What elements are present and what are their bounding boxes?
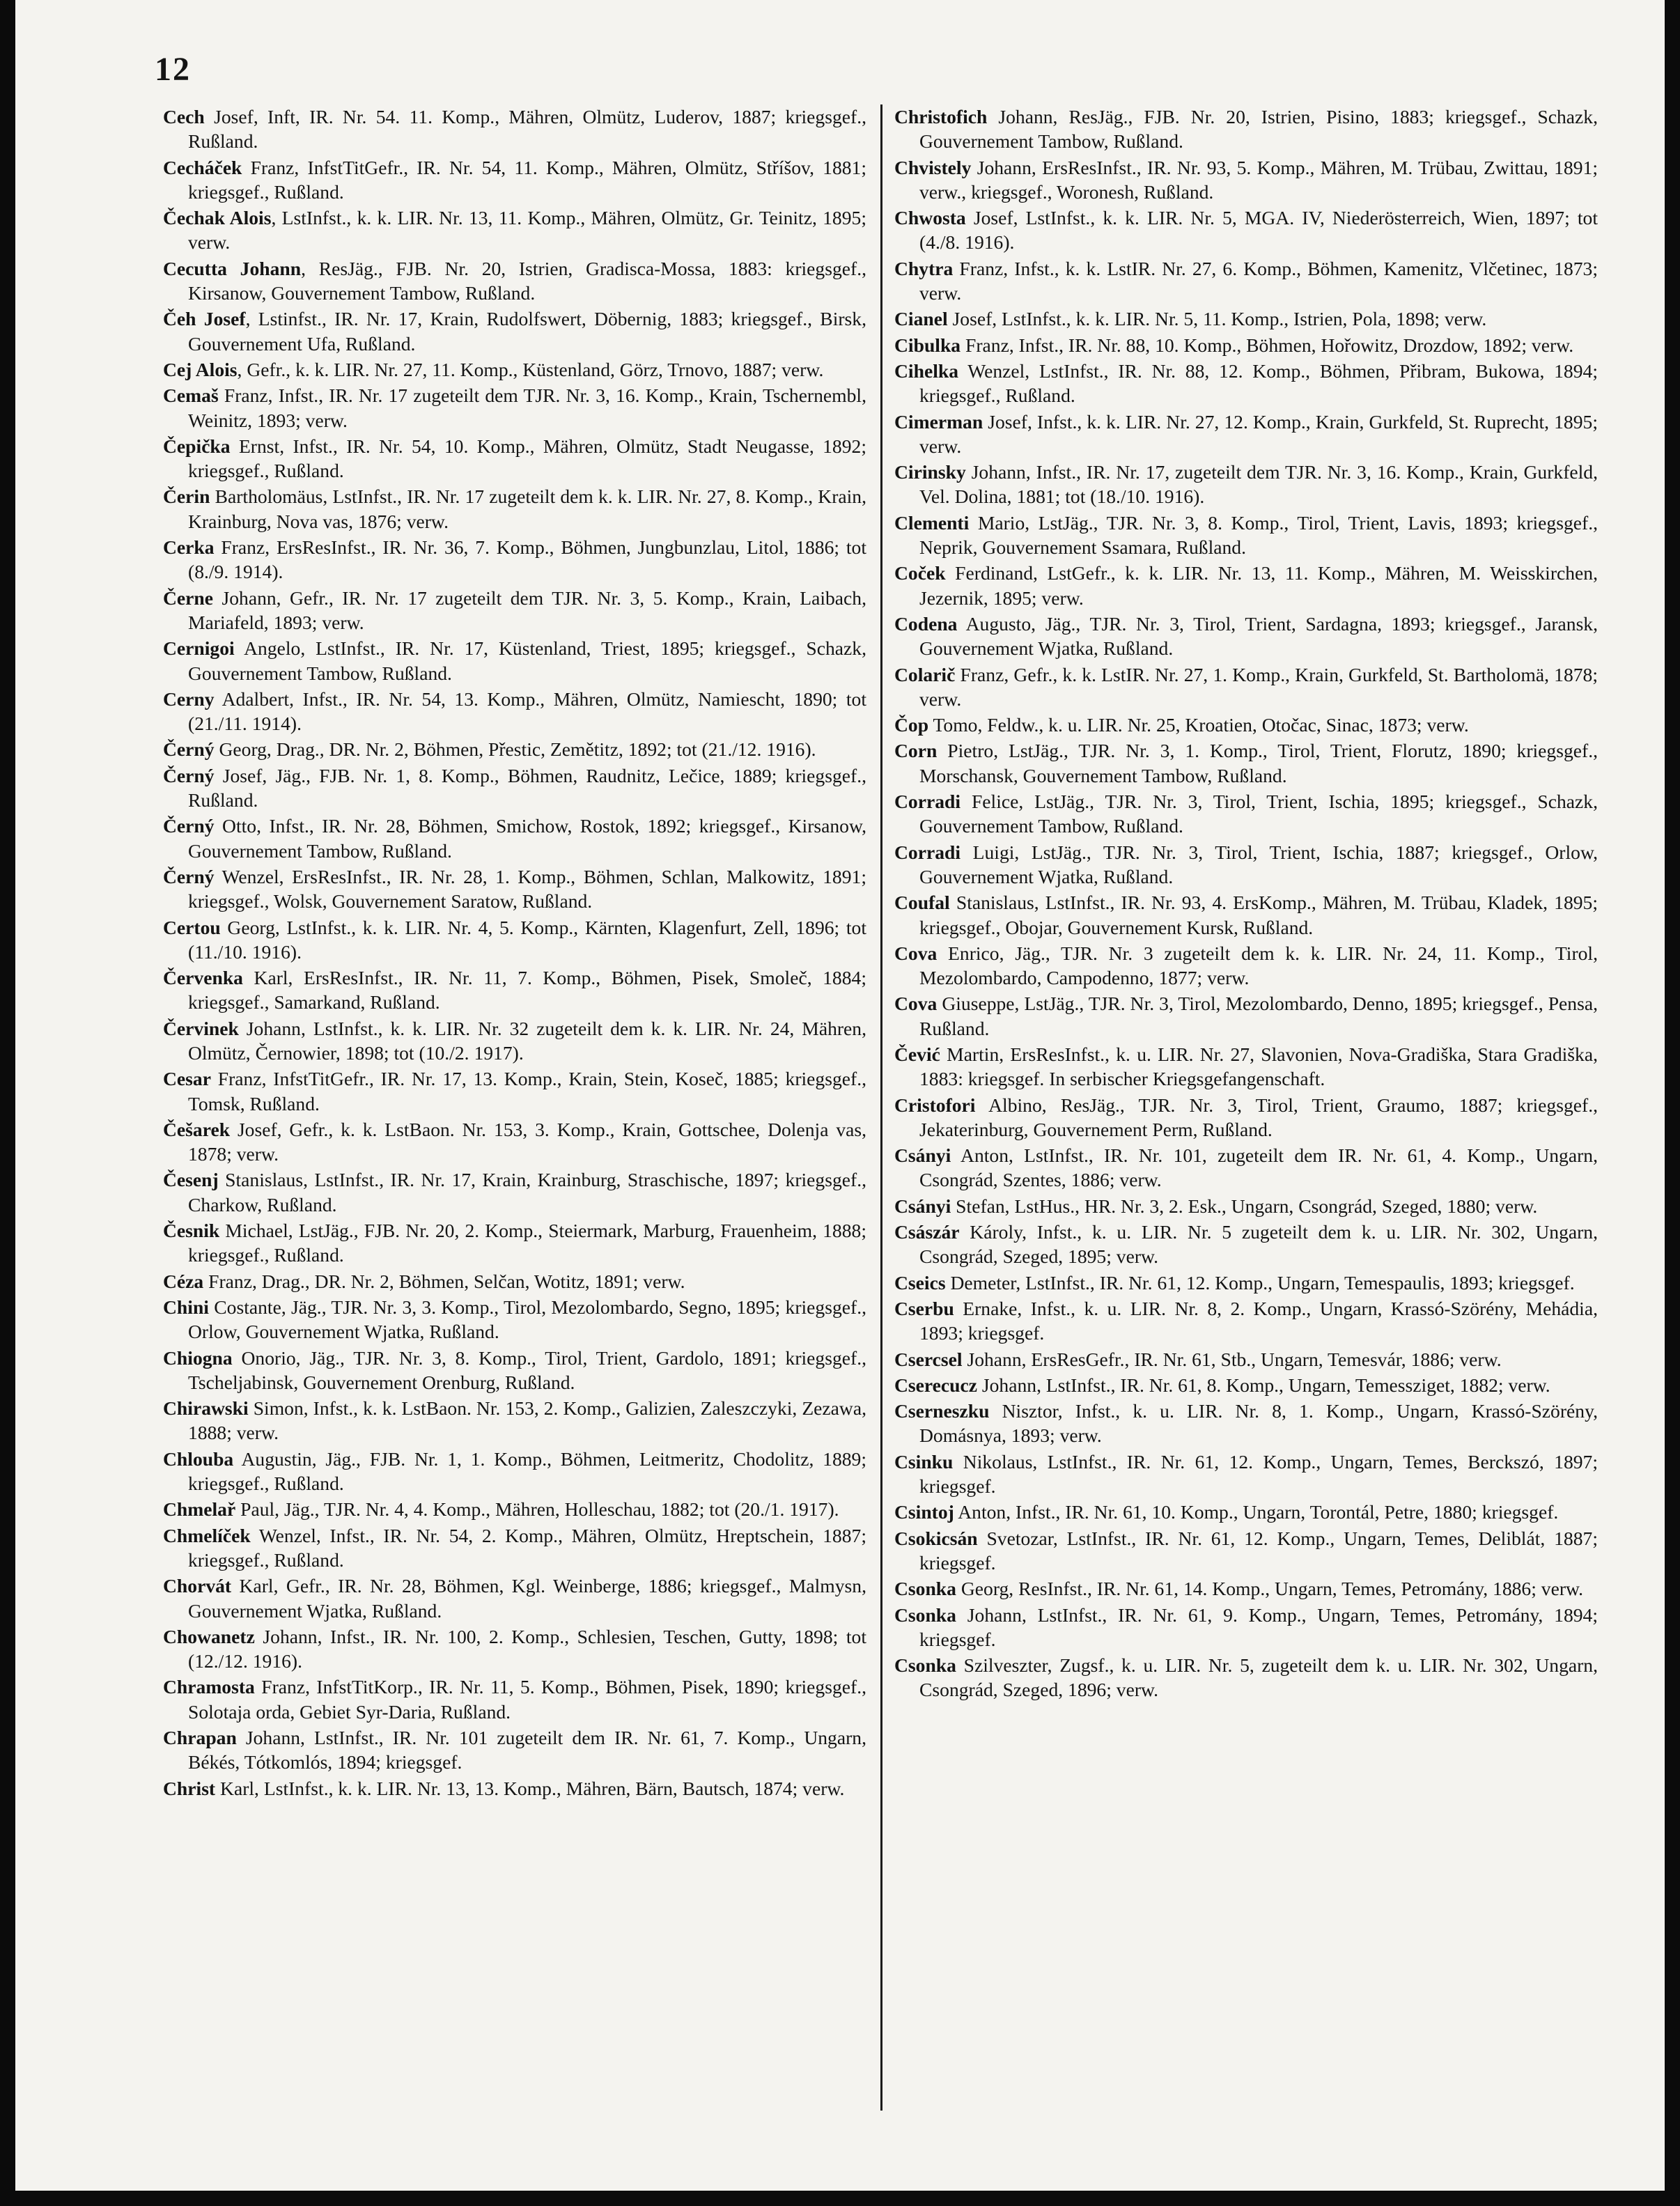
entry-surname: Černý	[163, 815, 215, 837]
entry-surname: Csintoj	[894, 1501, 954, 1523]
list-item	[894, 1143, 1598, 1193]
entry-details: , Lstinfst., IR. Nr. 17, Krain, Rudolfswert, Döbernig, 1883; kriegsgef., Birsk, Gouvernement Ufa, Rußland.	[188, 308, 866, 355]
list-item	[163, 155, 866, 205]
entry-details: Enrico, Jäg., TJR. Nr. 3 zugeteilt dem k. k. LIR. Nr. 24, 11. Komp., Tirol, Mezolombardo, Campodenno, 1877; verw.	[919, 942, 1598, 989]
entry-details: Johann, LstInfst., IR. Nr. 61, 9. Komp., Ungarn, Temes, Petromány, 1894; kriegsgef.	[919, 1603, 1598, 1650]
list-item	[163, 1574, 866, 1623]
entry-surname: Červenka	[163, 967, 243, 989]
list-item	[163, 965, 866, 1015]
entry-details: Pietro, LstJäg., TJR. Nr. 3, 1. Komp., Tirol, Trient, Florutz, 1890; kriegsgef., Morschansk, Gouvernement Tambow, Rußland.	[919, 740, 1598, 786]
list-item	[163, 357, 866, 382]
list-item	[894, 991, 1598, 1041]
entry-details: Adalbert, Infst., IR. Nr. 54, 13. Komp., Mähren, Olmütz, Namiescht, 1890; tot (21./11. 1914).	[188, 688, 866, 735]
entry-surname: Chorvát	[163, 1575, 232, 1597]
entry-surname: Chramosta	[163, 1676, 255, 1698]
list-item	[163, 763, 866, 813]
page-number: 12	[155, 51, 191, 88]
entry-details: Franz, ErsResInfst., IR. Nr. 36, 7. Komp., Böhmen, Jungbunzlau, Litol, 1886; tot (8./9. 1914).	[188, 536, 866, 583]
entry-details: Nikolaus, LstInfst., IR. Nr. 61, 12. Komp., Ungarn, Temes, Berckszó, 1897; kriegsgef.	[919, 1450, 1598, 1498]
entry-details: Anton, LstInfst., IR. Nr. 101, zugeteilt dem IR. Nr. 61, 4. Komp., Ungarn, Csongrád, Szentes, 1886; verw.	[919, 1144, 1598, 1191]
entry-surname: Češarek	[163, 1118, 231, 1140]
entry-details: Anton, Infst., IR. Nr. 61, 10. Komp., Ungarn, Torontál, Petre, 1880; kriegsgef.	[954, 1501, 1559, 1523]
entry-details: Augustin, Jäg., FJB. Nr. 1, 1. Komp., Böhmen, Leitmeritz, Chodolitz, 1889; kriegsgef., Rußland.	[188, 1447, 866, 1495]
entry-details: Franz, Infst., IR. Nr. 17 zugeteilt dem TJR. Nr. 3, 16. Komp., Krain, Tschernembl, Weinitz, 1893; verw.	[188, 385, 866, 431]
entry-surname: Csányi	[894, 1195, 951, 1217]
entry-details: Karl, Gefr., IR. Nr. 28, Böhmen, Kgl. Weinberge, 1886; kriegsgef., Malmysn, Gouvernement Wjatka, Rußland.	[188, 1575, 866, 1622]
list-item	[163, 104, 866, 154]
entry-details: Wenzel, Infst., IR. Nr. 54, 2. Komp., Mähren, Olmütz, Hreptschein, 1887; kriegsgef., Rußland.	[188, 1524, 866, 1571]
entry-details: Johann, Gefr., IR. Nr. 17 zugeteilt dem TJR. Nr. 3, 5. Komp., Krain, Laibach, Mariafeld, 1893; verw.	[188, 587, 866, 633]
entry-details: Svetozar, LstInfst., IR. Nr. 61, 12. Komp., Ungarn, Temes, Deliblát, 1887; kriegsgef.	[919, 1527, 1598, 1574]
entry-details: Johann, ErsResGefr., IR. Nr. 61, Stb., Ungarn, Temesvár, 1886; verw.	[962, 1348, 1502, 1370]
entry-details: Ernake, Infst., k. u. LIR. Nr. 8, 2. Komp., Ungarn, Krassó-Szörény, Mehádia, 1893; kriegsgef.	[919, 1297, 1598, 1344]
list-item	[894, 1194, 1598, 1218]
list-item	[894, 1042, 1598, 1092]
entry-details: Tomo, Feldw., k. u. LIR. Nr. 25, Kroatien, Otočac, Sinac, 1873; verw.	[928, 714, 1469, 736]
entry-surname: Coufal	[894, 892, 950, 914]
entry-surname: Christ	[163, 1777, 216, 1799]
entry-surname: Cech	[163, 106, 205, 127]
list-item	[163, 1016, 866, 1066]
entry-details: Franz, Infst., IR. Nr. 88, 10. Komp., Böhmen, Hořowitz, Drozdow, 1892; verw.	[960, 334, 1574, 356]
list-item	[894, 1347, 1598, 1372]
list-item	[894, 1296, 1598, 1346]
entry-surname: Csercsel	[894, 1348, 963, 1370]
list-item	[894, 359, 1598, 408]
list-item	[894, 1576, 1598, 1601]
entry-details: Giuseppe, LstJäg., TJR. Nr. 3, Tirol, Mezolombardo, Denno, 1895; kriegsgef., Pensa, Rußland.	[919, 993, 1598, 1039]
entry-surname: Čop	[894, 714, 929, 736]
entry-surname: Cihelka	[894, 359, 958, 382]
list-item	[163, 484, 866, 534]
entry-surname: Černý	[163, 865, 215, 887]
entry-details: Karl, ErsResInfst., IR. Nr. 11, 7. Komp., Böhmen, Pisek, Smoleč, 1884; kriegsgef., Samarkand, Rußland.	[188, 967, 866, 1013]
list-item	[894, 1500, 1598, 1524]
entry-surname: Červinek	[163, 1017, 239, 1039]
entry-surname: Černý	[163, 764, 215, 786]
list-item	[894, 1093, 1598, 1142]
entry-details: Nisztor, Infst., k. u. LIR. Nr. 8, 1. Komp., Ungarn, Krassó-Szörény, Domásnya, 1893; verw.	[919, 1400, 1598, 1447]
entry-details: Franz, Infst., k. k. LstIR. Nr. 27, 6. Komp., Böhmen, Kamenitz, Vlčetinec, 1873; verw.	[919, 257, 1598, 304]
entry-details: Simon, Infst., k. k. LstBaon. Nr. 153, 2. Komp., Galizien, Zaleszczyki, Zezawa, 1888; verw.	[188, 1397, 866, 1444]
entry-details: Angelo, LstInfst., IR. Nr. 17, Küstenland, Triest, 1895; kriegsgef., Schazk, Gouvernement Tambow, Rußland.	[188, 637, 866, 684]
entry-surname: Császár	[894, 1221, 960, 1243]
entry-details: Johann, LstInfst., IR. Nr. 101 zugeteilt dem IR. Nr. 61, 7. Komp., Ungarn, Békés, Tótkomlós, 1894; kriegsgef.	[188, 1727, 866, 1773]
entry-details: Georg, LstInfst., k. k. LIR. Nr. 4, 5. Komp., Kärnten, Klagenfurt, Zell, 1896; tot (11./10. 1916).	[188, 916, 866, 963]
list-item	[163, 1523, 866, 1573]
entry-details: Mario, LstJäg., TJR. Nr. 3, 8. Komp., Tirol, Trient, Lavis, 1893; kriegsgef., Neprik, Gouvernement Ssamara, Rußland.	[919, 511, 1598, 559]
entry-surname: Csonka	[894, 1654, 956, 1677]
entry-surname: Cemaš	[163, 385, 219, 407]
entry-surname: Cirinsky	[894, 461, 966, 483]
entry-details: Onorio, Jäg., TJR. Nr. 3, 8. Komp., Tirol, Trient, Gardolo, 1891; kriegsgef., Tscheljabinsk, Gouvernement Orenburg, Rußland.	[188, 1346, 866, 1393]
entry-surname: Čević	[894, 1043, 940, 1065]
list-item	[894, 789, 1598, 839]
entry-surname: Cecutta Johann	[163, 257, 302, 279]
entry-surname: Cecháček	[163, 156, 242, 178]
list-item	[163, 306, 866, 356]
entry-surname: Chlouba	[163, 1447, 234, 1470]
entry-surname: Clementi	[894, 511, 970, 534]
entry-details: Wenzel, LstInfst., IR. Nr. 88, 12. Komp., Böhmen, Přibram, Bukowa, 1894; kriegsgef., Rußland.	[919, 359, 1598, 407]
entry-surname: Csányi	[894, 1144, 951, 1167]
entry-details: Michael, LstJäg., FJB. Nr. 20, 2. Komp., Steiermark, Marburg, Frauenheim, 1888; kriegsgef., Rußland.	[188, 1220, 866, 1266]
list-item	[894, 1220, 1598, 1269]
list-item	[894, 713, 1598, 737]
entry-surname: Cernigoi	[163, 637, 235, 660]
entry-details: Johann, Infst., IR. Nr. 17, zugeteilt dem TJR. Nr. 3, 16. Komp., Krain, Gurkfeld, Vel. Dolina, 1881; tot (18./10. 1916).	[919, 461, 1598, 508]
list-item	[163, 1396, 866, 1445]
entry-details: Ernst, Infst., IR. Nr. 54, 10. Komp., Mähren, Olmütz, Stadt Neugasse, 1892; kriegsgef., Rußland.	[188, 435, 866, 482]
left-column	[163, 104, 866, 1802]
entry-surname: Cristofori	[894, 1094, 976, 1116]
entry-details: , LstInfst., k. k. LIR. Nr. 13, 11. Komp., Mähren, Olmütz, Gr. Teinitz, 1895; verw.	[188, 207, 866, 254]
entry-details: Bartholomäus, LstInfst., IR. Nr. 17 zugeteilt dem k. k. LIR. Nr. 27, 8. Komp., Krain, Krainburg, Nova vas, 1876; verw.	[188, 486, 866, 532]
list-item	[163, 1725, 866, 1775]
entry-surname: Cerka	[163, 536, 215, 559]
list-item	[163, 383, 866, 433]
entry-surname: Csokicsán	[894, 1527, 978, 1549]
entry-details: Georg, Drag., DR. Nr. 2, Böhmen, Přestic, Zemětitz, 1892; tot (21./12. 1916).	[214, 738, 816, 761]
entry-details: Albino, ResJäg., TJR. Nr. 3, Tirol, Trient, Graumo, 1887; kriegsgef., Jekaterinburg, Gouvernement Perm, Rußland.	[919, 1094, 1598, 1140]
entry-details: Martin, ErsResInfst., k. u. LIR. Nr. 27, Slavonien, Nova-Gradiška, Stara Gradiška, 1883: kriegsgef. In serbischer Kriegsgefangenschaft.	[919, 1043, 1598, 1090]
list-item	[163, 687, 866, 736]
entry-surname: Česenj	[163, 1169, 219, 1191]
entry-details: Josef, Infst., k. k. LIR. Nr. 27, 12. Komp., Krain, Gurkfeld, St. Ruprecht, 1895; verw.	[919, 410, 1598, 457]
entry-surname: Chwosta	[894, 207, 966, 229]
list-item	[163, 1624, 866, 1674]
entry-details: Johann, ErsResInfst., IR. Nr. 93, 5. Komp., Mähren, M. Trübau, Zwittau, 1891; verw., kriegsgef., Woronesh, Rußland.	[919, 156, 1598, 203]
entry-details: Szilveszter, Zugsf., k. u. LIR. Nr. 5, zugeteilt dem k. u. LIR. Nr. 302, Ungarn, Csongrád, Szeged, 1896; verw.	[919, 1654, 1598, 1701]
list-item	[163, 814, 866, 863]
entry-details: Josef, Jäg., FJB. Nr. 1, 8. Komp., Böhmen, Raudnitz, Lečice, 1889; kriegsgef., Rußland.	[188, 764, 866, 811]
list-item	[163, 915, 866, 965]
entry-surname: Černý	[163, 738, 215, 761]
list-item	[163, 636, 866, 685]
entry-surname: Chvistely	[894, 156, 972, 178]
right-column	[894, 104, 1598, 1704]
entry-surname: Chini	[163, 1296, 209, 1318]
entry-surname: Chytra	[894, 257, 954, 279]
list-item	[894, 840, 1598, 890]
list-item	[163, 1346, 866, 1395]
entry-details: Ferdinand, LstGefr., k. k. LIR. Nr. 13, 11. Komp., Mähren, M. Weisskirchen, Jezernik, 1895; verw.	[919, 562, 1598, 609]
entry-details: Károly, Infst., k. u. LIR. Nr. 5 zugeteilt dem k. u. LIR. Nr. 302, Ungarn, Csongrád, Szeged, 1895; verw.	[919, 1221, 1598, 1268]
list-item	[163, 1295, 866, 1344]
entry-details: Johann, ResJäg., FJB. Nr. 20, Istrien, Pisino, 1883; kriegsgef., Schazk, Gouvernement Tambow, Rußland.	[919, 106, 1598, 153]
entry-details: Costante, Jäg., TJR. Nr. 3, 3. Komp., Tirol, Mezolombardo, Segno, 1895; kriegsgef., Orlow, Gouvernement Wjatka, Rußland.	[188, 1296, 866, 1343]
list-item	[894, 511, 1598, 560]
entry-details: Stanislaus, LstInfst., IR. Nr. 17, Krain, Krainburg, Straschische, 1897; kriegsgef., Charkow, Rußland.	[188, 1169, 866, 1215]
entry-details: Josef, Inft, IR. Nr. 54. 11. Komp., Mähren, Olmütz, Luderov, 1887; kriegsgef., Rußland.	[188, 106, 866, 153]
entry-surname: Cseics	[894, 1271, 946, 1294]
entry-details: , Gefr., k. k. LIR. Nr. 27, 11. Komp., Küstenland, Görz, Trnovo, 1887; verw.	[237, 358, 824, 380]
entry-surname: Čeh Josef	[163, 308, 246, 330]
list-item	[163, 1167, 866, 1217]
entry-details: Josef, Gefr., k. k. LstBaon. Nr. 153, 3. Komp., Krain, Gottschee, Dolenja vas, 1878; verw.	[188, 1118, 866, 1165]
entry-surname: Cserecucz	[894, 1374, 977, 1396]
list-item	[894, 256, 1598, 306]
entry-details: Franz, InfstTitKorp., IR. Nr. 11, 5. Komp., Böhmen, Pisek, 1890; kriegsgef., Solotaja orda, Gebiet Syr-Daria, Rußland.	[188, 1676, 866, 1723]
entry-surname: Cibulka	[894, 334, 961, 356]
entry-surname: Corradi	[894, 841, 961, 863]
entry-surname: Colarič	[894, 663, 956, 685]
list-item	[163, 256, 866, 306]
entry-details: Demeter, LstInfst., IR. Nr. 61, 12. Komp., Ungarn, Temespaulis, 1893; kriegsgef.	[945, 1271, 1575, 1294]
entry-details: Franz, Gefr., k. k. LstIR. Nr. 27, 1. Komp., Krain, Gurkfeld, St. Bartholomä, 1878; verw.	[919, 663, 1598, 710]
entry-details: Paul, Jäg., TJR. Nr. 4, 4. Komp., Mähren, Holleschau, 1882; tot (20./1. 1917).	[235, 1498, 839, 1521]
list-item	[894, 155, 1598, 205]
entry-surname: Cimerman	[894, 410, 983, 433]
list-item	[894, 890, 1598, 940]
list-item	[894, 738, 1598, 788]
entry-details: Franz, InfstTitGefr., IR. Nr. 17, 13. Komp., Krain, Stein, Koseč, 1885; kriegsgef., Tomsk, Rußland.	[188, 1068, 866, 1114]
entry-details: Augusto, Jäg., TJR. Nr. 3, Tirol, Trient, Sardagna, 1893; kriegsgef., Jaransk, Gouvernement Wjatka, Rußland.	[919, 612, 1598, 660]
entry-details: Wenzel, ErsResInfst., IR. Nr. 28, 1. Komp., Böhmen, Schlan, Malkowitz, 1891; kriegsgef., Wolsk, Gouvernement Saratow, Rußland.	[188, 865, 866, 912]
entry-surname: Cova	[894, 942, 938, 964]
entry-details: Georg, ResInfst., IR. Nr. 61, 14. Komp., Ungarn, Temes, Petromány, 1886; verw.	[956, 1578, 1584, 1600]
entry-surname: Cserneszku	[894, 1400, 990, 1422]
list-item	[894, 1526, 1598, 1576]
entry-surname: Codena	[894, 612, 958, 635]
entry-surname: Csinku	[894, 1450, 954, 1473]
entry-surname: Čepička	[163, 435, 231, 457]
entry-surname: Chirawski	[163, 1397, 249, 1420]
list-item	[894, 1373, 1598, 1397]
entry-details: Felice, LstJäg., TJR. Nr. 3, Tirol, Trient, Ischia, 1895; kriegsgef., Schazk, Gouvernement Tambow, Rußland.	[919, 791, 1598, 837]
list-item	[894, 205, 1598, 255]
list-item	[894, 941, 1598, 991]
list-item	[163, 864, 866, 914]
list-item	[163, 535, 866, 584]
entry-surname: Corn	[894, 740, 938, 762]
list-item	[894, 1399, 1598, 1448]
list-item	[163, 586, 866, 635]
list-item	[894, 612, 1598, 661]
entry-surname: Cianel	[894, 308, 948, 330]
entry-surname: Certou	[163, 916, 221, 938]
entry-surname: Csonka	[894, 1578, 956, 1600]
entry-surname: Chmelíček	[163, 1524, 251, 1546]
entry-details: Josef, LstInfst., k. k. LIR. Nr. 5, 11. Komp., Istrien, Pola, 1898; verw.	[947, 308, 1487, 330]
entry-details: Johann, Infst., IR. Nr. 100, 2. Komp., Schlesien, Teschen, Gutty, 1898; tot (12./12. 1916).	[188, 1625, 866, 1672]
list-item	[894, 460, 1598, 509]
entry-details: , ResJäg., FJB. Nr. 20, Istrien, Gradisca-Mossa, 1883: kriegsgef., Kirsanow, Gouvernement Tambow, Rußland.	[188, 257, 866, 304]
entry-surname: Chiogna	[163, 1346, 233, 1369]
entry-surname: Česnik	[163, 1220, 220, 1242]
list-item	[894, 662, 1598, 712]
list-item	[163, 1117, 866, 1167]
list-item	[894, 1653, 1598, 1702]
entry-surname: Čechak Alois	[163, 207, 272, 229]
entry-surname: Corradi	[894, 791, 961, 813]
list-item	[163, 1269, 866, 1294]
entry-details: Otto, Infst., IR. Nr. 28, Böhmen, Smichow, Rostok, 1892; kriegsgef., Kirsanow, Gouvernement Tambow, Rußland.	[188, 815, 866, 862]
list-item	[163, 1675, 866, 1724]
list-item	[894, 561, 1598, 610]
list-item	[163, 1447, 866, 1496]
entry-details: Franz, Drag., DR. Nr. 2, Böhmen, Selčan, Wotitz, 1891; verw.	[203, 1270, 685, 1292]
entry-details: Karl, LstInfst., k. k. LIR. Nr. 13, 13. Komp., Mähren, Bärn, Bautsch, 1874; verw.	[215, 1777, 845, 1799]
entry-details: Johann, LstInfst., k. k. LIR. Nr. 32 zugeteilt dem k. k. LIR. Nr. 24, Mähren, Olmütz, Černowier, 1898; tot (10./2. 1917).	[188, 1017, 866, 1064]
list-item	[163, 1066, 866, 1116]
list-item	[894, 333, 1598, 357]
entry-surname: Csonka	[894, 1603, 956, 1626]
entry-surname: Cova	[894, 993, 938, 1015]
entry-surname: Cesar	[163, 1068, 211, 1090]
column-divider	[880, 104, 882, 2111]
list-item	[163, 1776, 866, 1801]
list-item	[163, 737, 866, 761]
entry-details: Stanislaus, LstInfst., IR. Nr. 93, 4. ErsKomp., Mähren, M. Trübau, Kladek, 1895; kriegsgef., Obojar, Gouvernement Kursk, Rußland.	[919, 892, 1598, 938]
entry-surname: Céza	[163, 1270, 204, 1292]
entry-surname: Cserbu	[894, 1297, 954, 1319]
list-item	[163, 434, 866, 483]
entry-surname: Chowanetz	[163, 1625, 255, 1647]
list-item	[163, 1218, 866, 1268]
list-item	[894, 1603, 1598, 1652]
entry-surname: Cej Alois	[163, 358, 238, 380]
list-item	[163, 1497, 866, 1521]
entry-surname: Černe	[163, 587, 214, 609]
list-item	[163, 205, 866, 255]
entry-surname: Čerin	[163, 486, 210, 508]
list-item	[894, 306, 1598, 331]
entry-surname: Chrapan	[163, 1727, 237, 1748]
entry-surname: Chmelař	[163, 1498, 236, 1521]
entry-details: Johann, LstInfst., IR. Nr. 61, 8. Komp., Ungarn, Temessziget, 1882; verw.	[977, 1374, 1550, 1396]
entry-surname: Christofich	[894, 106, 988, 127]
entry-details: Stefan, LstHus., HR. Nr. 3, 2. Esk., Ungarn, Csongrád, Szeged, 1880; verw.	[951, 1195, 1538, 1217]
entry-surname: Cerny	[163, 688, 215, 710]
list-item	[894, 1450, 1598, 1499]
list-item	[894, 1271, 1598, 1295]
entry-details: Franz, InfstTitGefr., IR. Nr. 54, 11. Komp., Mähren, Olmütz, Stříšov, 1881; kriegsgef., Rußland.	[188, 156, 866, 203]
entry-details: Luigi, LstJäg., TJR. Nr. 3, Tirol, Trient, Ischia, 1887; kriegsgef., Orlow, Gouvernement Wjatka, Rußland.	[919, 841, 1598, 887]
list-item	[894, 410, 1598, 459]
list-item	[894, 104, 1598, 154]
entry-details: Josef, LstInfst., k. k. LIR. Nr. 5, MGA. IV, Niederösterreich, Wien, 1897; tot (4./8. 1916).	[919, 207, 1598, 254]
entry-surname: Coček	[894, 562, 946, 584]
